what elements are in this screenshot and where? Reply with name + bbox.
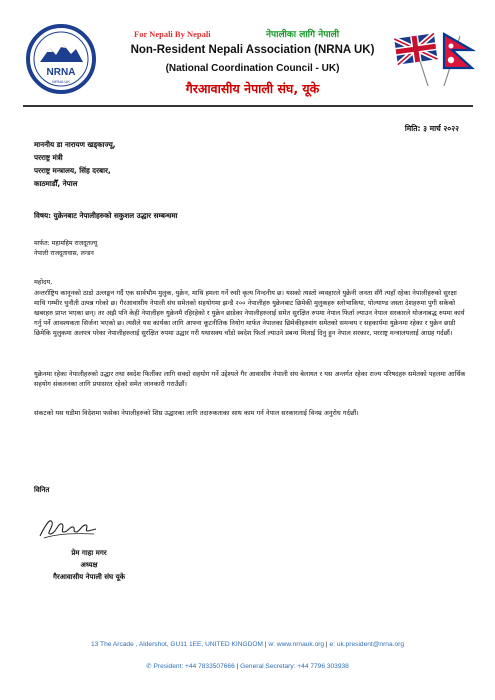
footer-separator: |	[234, 663, 241, 670]
footer-address: 13 The Arcade , Aldershot, GU11 1EE, UNITED KINGDOM	[91, 641, 263, 648]
org-council-name: (National Coordination Council - UK)	[165, 63, 340, 74]
body-paragraph-1: अन्तर्राष्ट्रिय कानूनको ठाडो उल्लङ्घन गर्दै एक सार्वभौम मुलुक, युक्रेन, माथि हमला गर्ने रुसी कृत्य निन्दनीय छ। यसको त्यस्तो व्यवहारले युक्रेनी जनता सँगै त्यहाँ रहेका नेपालीहरुको सुरक्षा माथि गम्भीर चुनौती उत्पन्न गरेको छ। गैरआवासीय नेपाली संघ समेतको सहयोगमा झन्डै २०० नेपालीहरु युक्रेनबाट छिमेकी मुलुकहरु स्लोभाकिया, पोल्याण्ड जस्ता देशहरुमा पुगी सकेको खबरहरु प्राप्त भएका छन्। तर अझै पनि केही नेपालीहरु युक्रेनमै रहिरहेको र युक्रेन छाडेका नेपालीहरुलाई समेत सुरक्षित रुपमा नेपाल फिर्ता ल्याउन नेपाल सरकारले योजनाबद्ध रुपमा कार्य गर्नु पर्ने आवश्यकता सिर्जना भएको छ। त्यसैले यस कार्यका लागि आफ्ना कूटनीतिक नियोग मार्फत नेपालका छिमेकीहरुसंग समेतको समन्वय र सहकार्यमा युक्रेनमा रहेका र युक्रेन छाडी छिमेकि मुलुकमा अलपत्र परेका नेपालीहरुलाई सुरक्षित रुपमा उद्धार गरी यथासक्य चाँडो स्वदेश फिर्ता ल्याउने प्रबन्ध मिलाई दिनु हुन नेपाल सरकार, परराष्ट्र मन्त्रालयलाई आग्रह गर्दछौं।	[34, 289, 465, 337]
org-name-english: Non-Resident Nepali Association (NRNA UK)	[130, 44, 375, 56]
signatory-name: प्रेम गाहा मगर	[71, 549, 107, 557]
tagline-english: For Nepali By Nepali	[134, 29, 211, 39]
recipient-line: परराष्ट्र मन्त्रालय, सिंह दरबार,	[34, 166, 111, 175]
logo-subtext: NRNA UK	[52, 79, 70, 84]
via-block	[34, 239, 97, 259]
via-line: मार्फत: महामहिम राजदूतज्यू	[34, 240, 98, 247]
signatory-title: अध्यक्ष	[80, 561, 98, 569]
header-divider	[23, 105, 473, 107]
footer-contact-line	[0, 641, 495, 648]
tagline-nepali: नेपालीका लागि नेपाली	[266, 30, 340, 40]
recipient-line: परराष्ट्र मंत्री	[34, 153, 63, 162]
recipient-address	[34, 138, 116, 190]
salutation: महोदय,	[34, 278, 53, 286]
footer-separator: |	[263, 641, 269, 648]
phone-icon: ✆	[146, 663, 152, 670]
org-name-nepali: गैरआवासीय नेपाली संघ, यूके	[185, 81, 320, 96]
closing-word: विनित	[34, 486, 50, 494]
via-line: नेपाली राजदूतावास, लन्डन	[34, 250, 94, 257]
footer-secretary-phone: General Secretary: +44 7796 303938	[240, 663, 349, 670]
footer-email-link[interactable]: e: uk.president@nrna.org	[329, 641, 404, 648]
footer-separator: |	[324, 641, 330, 648]
signatory-block	[34, 547, 144, 583]
footer-website-link[interactable]: w: www.nrnauk.org	[268, 641, 325, 648]
recipient-line: माननीय डा नारायण खड्काज्यू,	[34, 140, 116, 149]
footer-phone-line	[0, 662, 495, 670]
logo-text: NRNA	[46, 67, 76, 78]
body-paragraph-3: संकटको यस घडीमा विदेशमा फसेका नेपालीहरुको शिघ्र उद्धारका लागि तदारुकताका साथ काम गर्न नेपाल सरकारलाई विनम्र अनुरोध गर्दछौं।	[34, 409, 359, 417]
recipient-line: काठमाडौँ, नेपाल	[34, 179, 78, 188]
letter-subject: विषय: युक्रेनबाट नेपालीहरुको सकुशल उद्धार सम्बन्धमा	[34, 211, 178, 220]
body-paragraph-2: युक्रेनमा रहेका नेपालीहरुको उद्धार तथा स्वदेश फिर्तीका लागि सक्दो सहयोग गर्ने उद्देश्यले गैर आवासीय नेपाली संघ बेलायत र यस अन्तर्गत रहेका राज्य परिषदहरु समेतको पहलमा आर्थिक सहयोग संकलनका लागि प्रयासरत रहेको समेत जानकारी गराउँछौं।	[34, 370, 466, 388]
signatory-org: गैरआवासीय नेपाली संघ यूके	[52, 573, 126, 581]
handwritten-signature	[36, 512, 100, 542]
letter-date: मिति: ३ मार्च २०२२	[404, 124, 459, 133]
footer-president-phone: President: +44 7833507666	[153, 663, 235, 670]
